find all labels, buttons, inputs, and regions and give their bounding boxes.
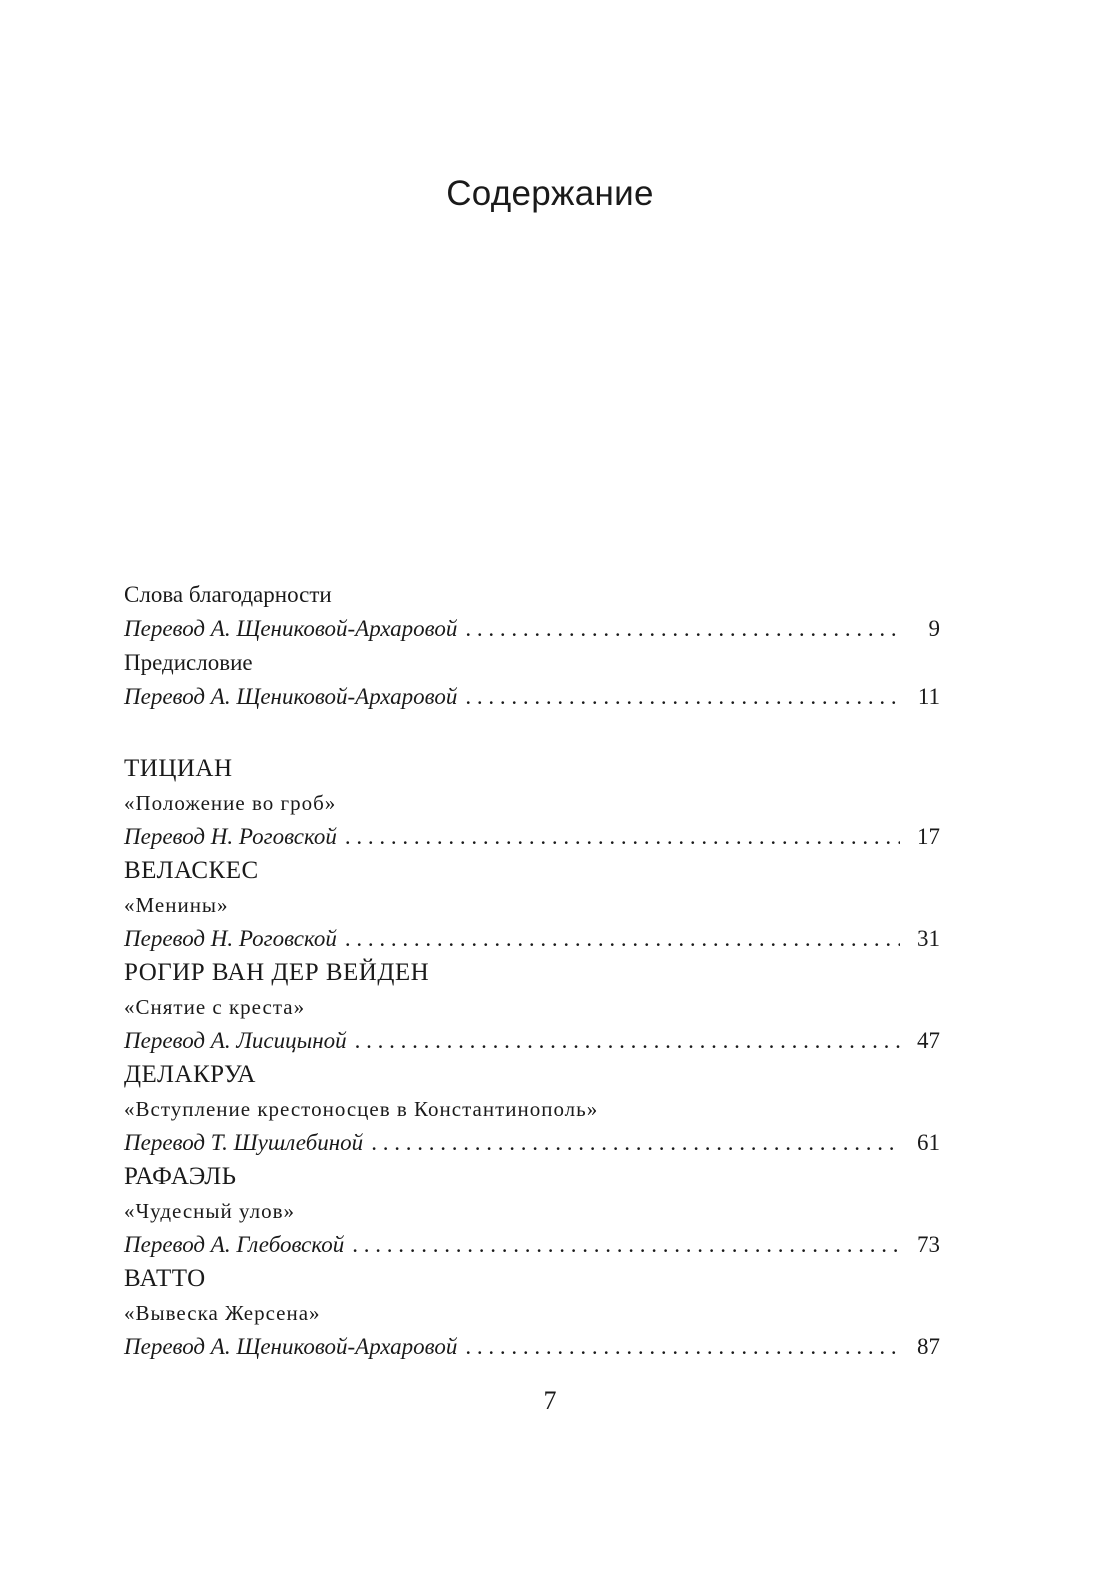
page-title: Содержание (446, 174, 654, 213)
toc-entry-acknowledgements[interactable] (124, 578, 940, 646)
entry-work: «Менины» (124, 893, 229, 917)
entry-artist: ВЕЛАСКЕС (124, 857, 259, 884)
entry-translator: Перевод Н. Роговской (124, 824, 337, 849)
entry-translator: Перевод А. Глебовской (124, 1232, 345, 1257)
dot-leader (355, 1024, 900, 1058)
entry-translator: Перевод А. Щениковой-Архаровой (124, 616, 458, 641)
entry-translator: Перевод Н. Роговской (124, 926, 337, 951)
table-of-contents (124, 578, 940, 1364)
entry-page-number: 17 (917, 824, 940, 849)
toc-entry-raphael[interactable] (124, 1160, 940, 1262)
dot-leader (371, 1126, 900, 1160)
entry-translator: Перевод Т. Шушлебиной (124, 1130, 364, 1155)
entry-artist: ТИЦИАН (124, 755, 233, 782)
entry-artist: ДЕЛАКРУА (124, 1061, 256, 1088)
entry-page-number: 47 (917, 1028, 940, 1053)
toc-entry-preface[interactable] (124, 646, 940, 714)
entry-translator: Перевод А. Щениковой-Архаровой (124, 1334, 458, 1359)
entry-translator-row (124, 1330, 940, 1364)
entry-translator-row (124, 680, 940, 714)
entry-title: Слова благодарности (124, 582, 332, 607)
entry-translator-row (124, 1126, 940, 1160)
entry-title: Предисловие (124, 650, 253, 675)
dot-leader (465, 680, 900, 714)
entry-work: «Вступление крестоносцев в Константинополь» (124, 1097, 599, 1121)
toc-entry-van-der-weyden[interactable] (124, 956, 940, 1058)
entry-page-number: 61 (917, 1130, 940, 1155)
toc-entry-watteau[interactable] (124, 1262, 940, 1364)
entry-artist: РОГИР ВАН ДЕР ВЕЙДЕН (124, 959, 430, 986)
entry-work: «Снятие с креста» (124, 995, 306, 1019)
entry-artist: ВАТТО (124, 1265, 206, 1292)
dot-leader (345, 820, 900, 854)
entry-translator-row (124, 612, 940, 646)
entry-translator-row (124, 1228, 940, 1262)
toc-entry-velazquez[interactable] (124, 854, 940, 956)
entry-translator-row (124, 1024, 940, 1058)
dot-leader (345, 922, 900, 956)
entry-page-number: 31 (917, 926, 940, 951)
entry-translator: Перевод А. Щениковой-Архаровой (124, 684, 458, 709)
entry-page-number: 11 (917, 684, 940, 709)
entry-work: «Положение во гроб» (124, 791, 337, 815)
entry-artist: РАФАЭЛЬ (124, 1163, 237, 1190)
dot-leader (465, 612, 900, 646)
spacer (124, 714, 940, 752)
entry-translator-row (124, 820, 940, 854)
dot-leader (352, 1228, 900, 1262)
entry-page-number: 87 (917, 1334, 940, 1359)
entry-translator: Перевод А. Лисицыной (124, 1028, 347, 1053)
toc-entry-titian[interactable] (124, 752, 940, 854)
entry-work: «Чудесный улов» (124, 1199, 295, 1223)
entry-page-number: 73 (917, 1232, 940, 1257)
page-number: 7 (543, 1386, 557, 1415)
dot-leader (465, 1330, 900, 1364)
entry-work: «Вывеска Жерсена» (124, 1301, 321, 1325)
entry-translator-row (124, 922, 940, 956)
toc-entry-delacroix[interactable] (124, 1058, 940, 1160)
entry-page-number: 9 (928, 616, 940, 641)
